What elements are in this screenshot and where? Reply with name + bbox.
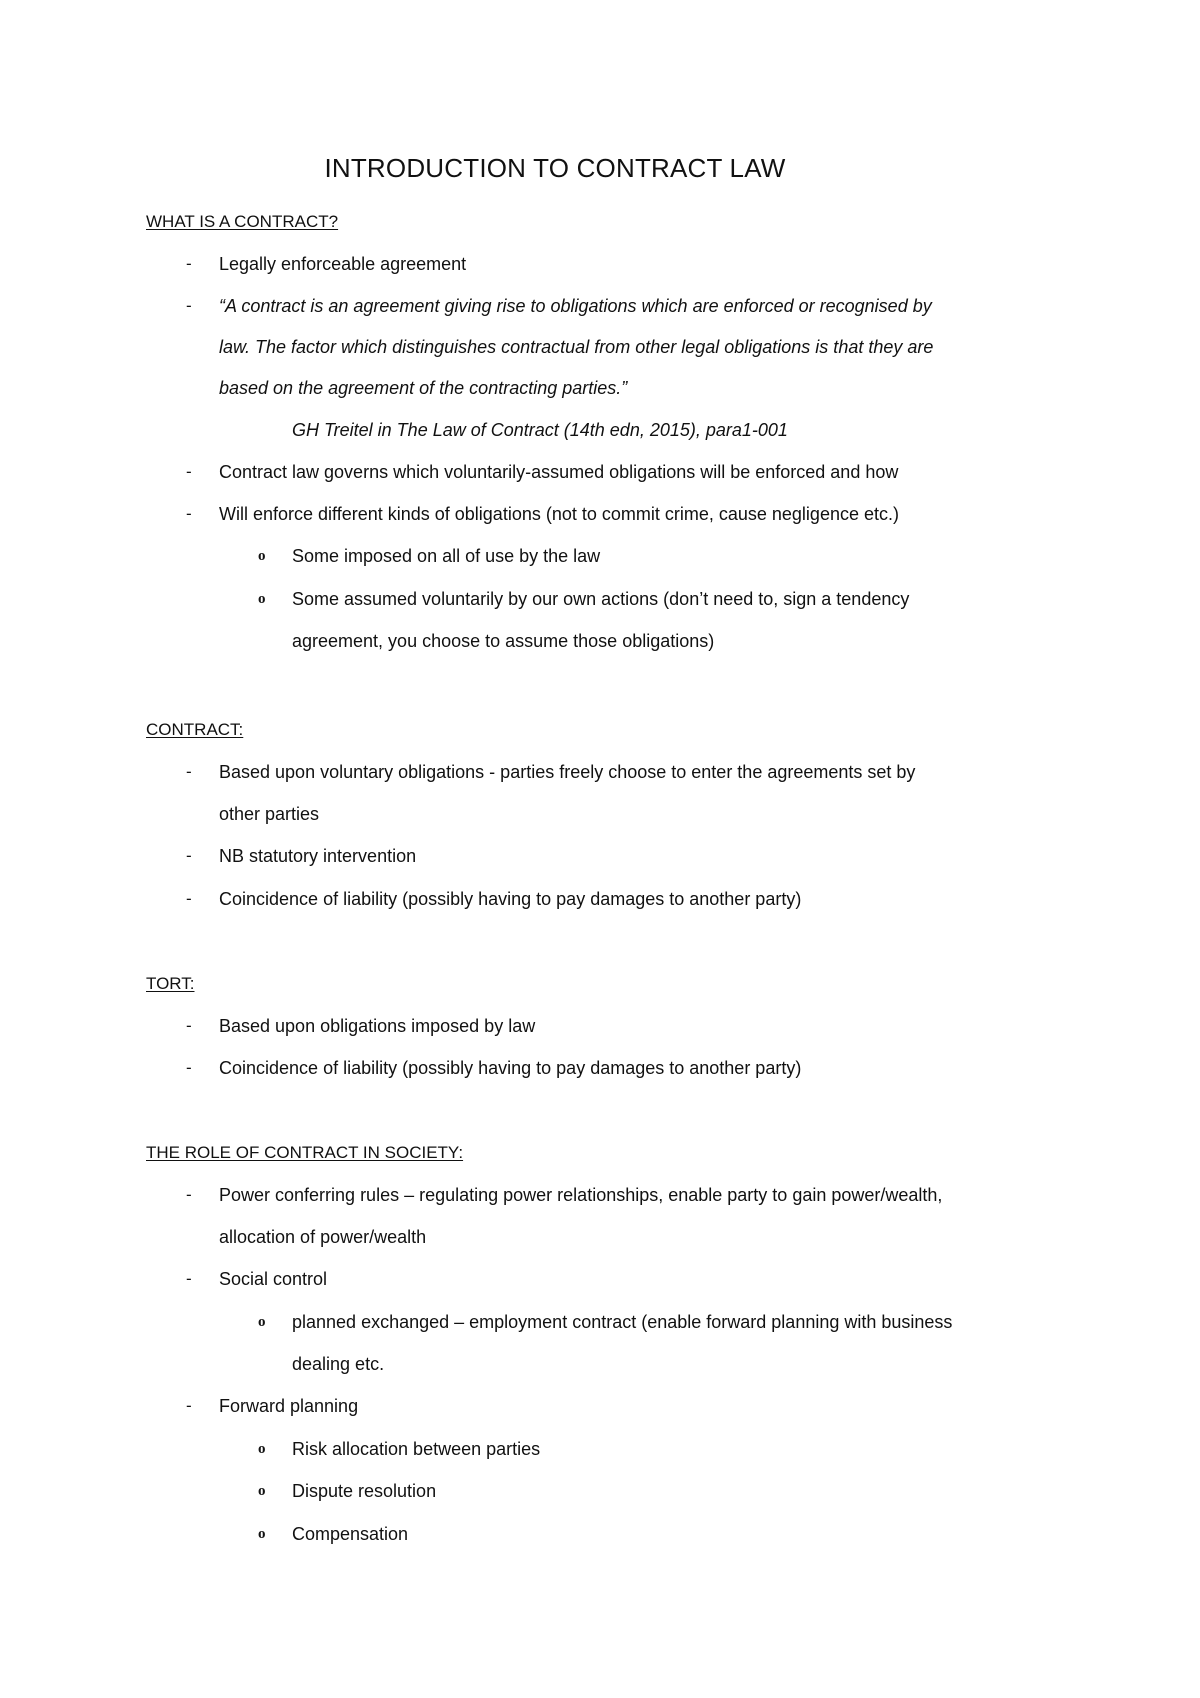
dash-bullet: -	[186, 889, 192, 908]
sub-list-item: Some imposed on all of use by the law	[292, 546, 601, 566]
circle-bullet: o	[258, 1314, 266, 1330]
list-item-continuation: allocation of power/wealth	[219, 1227, 427, 1247]
list-item: Based upon obligations imposed by law	[219, 1016, 536, 1036]
dash-bullet: -	[186, 1269, 192, 1288]
section-heading-contract: CONTRACT:	[146, 720, 244, 739]
circle-bullet: o	[258, 1526, 266, 1542]
sub-list-item-continuation: dealing etc.	[292, 1354, 385, 1374]
dash-bullet: -	[186, 1058, 192, 1077]
list-item: Legally enforceable agreement	[219, 254, 467, 274]
dash-bullet: -	[186, 1185, 192, 1204]
list-item: Coincidence of liability (possibly having to pay damages to another party)	[219, 1058, 802, 1078]
list-item: Forward planning	[219, 1396, 359, 1416]
list-item: Will enforce different kinds of obligations (not to commit crime, cause negligence etc.)	[219, 504, 899, 524]
dash-bullet: -	[186, 1396, 192, 1415]
list-item: Social control	[219, 1269, 328, 1289]
dash-bullet: -	[186, 254, 192, 273]
circle-bullet: o	[258, 1441, 266, 1457]
dash-bullet: -	[186, 296, 192, 315]
quote-citation: GH Treitel in The Law of Contract (14th edn, 2015), para1-001	[292, 420, 788, 440]
sub-list-item: Compensation	[292, 1524, 409, 1544]
list-item-continuation: other parties	[219, 804, 320, 824]
circle-bullet: o	[258, 1483, 266, 1499]
sub-list-item-continuation: agreement, you choose to assume those obligations)	[292, 631, 715, 651]
circle-bullet: o	[258, 591, 266, 607]
sub-list-item: planned exchanged – employment contract (enable forward planning with business	[292, 1312, 953, 1332]
dash-bullet: -	[186, 846, 192, 865]
sub-list-item: Some assumed voluntarily by our own actions (don’t need to, sign a tendency	[292, 589, 910, 609]
dash-bullet: -	[186, 762, 192, 781]
list-item: Contract law governs which voluntarily-assumed obligations will be enforced and how	[219, 462, 899, 482]
section-heading-what-is-a-contract: WHAT IS A CONTRACT?	[146, 212, 339, 231]
list-item: Coincidence of liability (possibly having to pay damages to another party)	[219, 889, 802, 909]
sub-list-item: Risk allocation between parties	[292, 1439, 541, 1459]
list-item: Power conferring rules – regulating power relationships, enable party to gain power/wealth,	[219, 1185, 943, 1205]
dash-bullet: -	[186, 504, 192, 523]
section-heading-role-of-contract: THE ROLE OF CONTRACT IN SOCIETY:	[146, 1143, 464, 1162]
quote-line: based on the agreement of the contracting parties.”	[219, 378, 628, 398]
sub-list-item: Dispute resolution	[292, 1481, 437, 1501]
document-title: INTRODUCTION TO CONTRACT LAW	[324, 153, 786, 183]
section-heading-tort: TORT:	[146, 974, 195, 993]
quote-line: “A contract is an agreement giving rise to obligations which are enforced or recognised by	[219, 296, 932, 316]
quote-line: law. The factor which distinguishes contractual from other legal obligations is that they are	[219, 337, 934, 357]
list-item: NB statutory intervention	[219, 846, 417, 866]
dash-bullet: -	[186, 1016, 192, 1035]
dash-bullet: -	[186, 462, 192, 481]
circle-bullet: o	[258, 548, 266, 564]
list-item: Based upon voluntary obligations - parties freely choose to enter the agreements set by	[219, 762, 916, 782]
